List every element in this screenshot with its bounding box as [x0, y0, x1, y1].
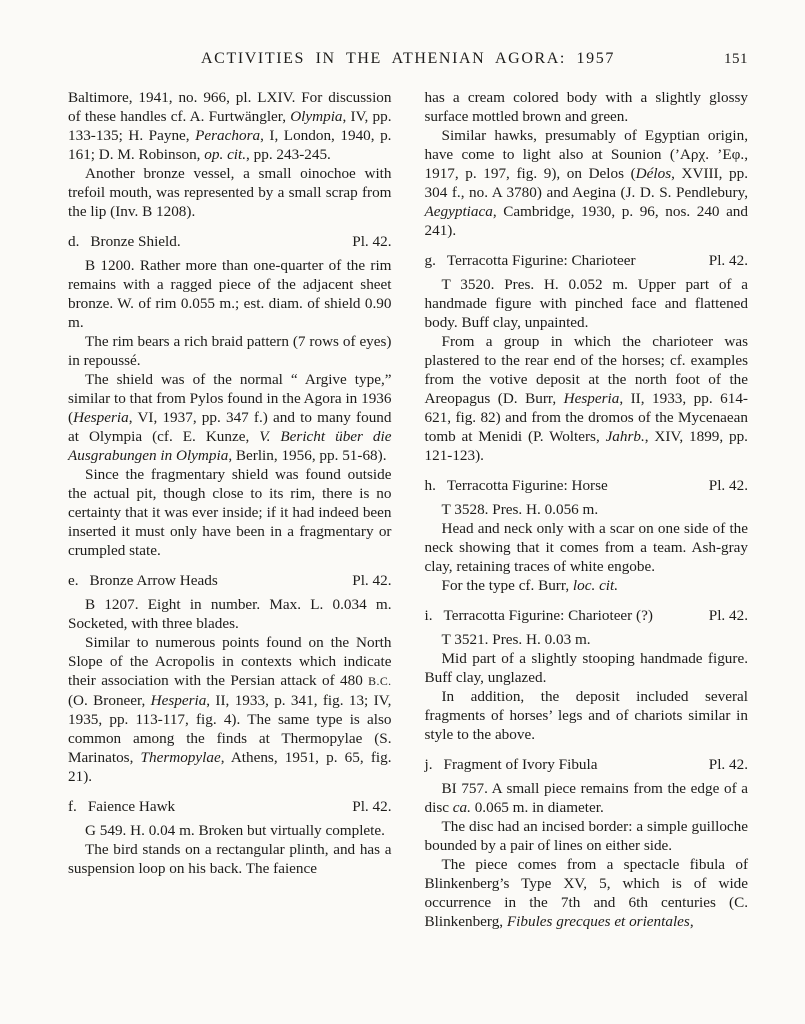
paragraph: [68, 633, 392, 786]
paragraph: [425, 687, 749, 744]
body-text: , XVIII, pp. 304 f., no. A 3780) and Aegina (J. D. S. Pendlebury,: [424, 165, 749, 201]
paragraph: [425, 332, 749, 465]
section-heading: [425, 606, 749, 625]
paragraph: [425, 88, 749, 126]
body-text: , VI, 1937, pp. 347 f.) and to many found at Olympia (cf. E. Kunze,: [68, 409, 392, 445]
paragraph: [425, 779, 749, 817]
body-text: B 1200. Rather more than one-quarter of the rim remains with a ragged piece of the adjacent sheet bronze. W. of rim 0.055 m.; est. diam. of shield 0.90 m.: [68, 257, 392, 331]
italic-citation-text: Olympia: [290, 108, 343, 125]
section-title: Terracotta Figurine: Charioteer: [446, 252, 636, 269]
body-text: T 3521. Pres. H. 0.03 m.: [441, 631, 591, 648]
section-heading: [68, 232, 392, 251]
body-text: , I, London, 1940, p. 161; D. M. Robinson,: [68, 127, 392, 163]
plate-reference: Pl. 42.: [708, 607, 748, 624]
running-head-title: ACTIVITIES IN THE ATHENIAN AGORA: 1957: [201, 50, 615, 67]
paragraph: [425, 126, 749, 240]
italic-citation-text: op. cit.: [204, 146, 247, 163]
body-text: From a group in which the charioteer was plastered to the rear end of the horses; cf. examples from the votive deposit at the north foot of the Areopagus (D. Burr,: [424, 333, 748, 407]
section-heading-text: [68, 571, 218, 590]
body-text: Similar hawks, presumably of Egyptian origin, have come to light also at Sounion (’Αρχ. ’Εφ., 1917, p. 197, fig. 9), on Delos (: [424, 127, 748, 182]
plate-reference: Pl. 42.: [708, 756, 748, 773]
paragraph: [68, 332, 392, 370]
section-title: Faience Hawk: [87, 798, 176, 815]
section-letter-label: d.: [68, 233, 80, 250]
italic-citation-text: ca.: [452, 799, 471, 816]
body-text: has a cream colored body with a slightly glossy surface mottled brown and green.: [424, 89, 748, 125]
body-text: (O. Broneer,: [68, 692, 151, 709]
paragraph: [425, 500, 749, 519]
body-text: Mid part of a slightly stooping handmade figure. Buff clay, unglazed.: [424, 650, 748, 686]
paragraph: [68, 370, 392, 465]
text-columns: [68, 88, 748, 931]
italic-citation-text: V. Bericht über die Ausgrabungen in Olympia: [68, 428, 392, 464]
plate-reference: Pl. 42.: [352, 572, 392, 589]
body-text: T 3528. Pres. H. 0.056 m.: [441, 501, 599, 518]
body-text: G 549. H. 0.04 m. Broken but virtually complete.: [85, 822, 385, 839]
section-letter-label: g.: [424, 252, 436, 269]
section-letter-label: i.: [424, 607, 433, 624]
paragraph: [68, 88, 392, 164]
paragraph: [68, 595, 392, 633]
column-left: [68, 88, 392, 931]
section-title: Fragment of Ivory Fibula: [443, 756, 598, 773]
italic-citation-text: Hesperia: [150, 692, 207, 709]
plate-reference: Pl. 42.: [352, 798, 392, 815]
paragraph: [68, 256, 392, 332]
paragraph: [68, 821, 392, 840]
body-text: Another bronze vessel, a small oinochoe with trefoil mouth, was represented by a small scrap from the lip (Inv. B 1208).: [68, 165, 392, 220]
italic-citation-text: Fibules grecques et orientales: [506, 913, 690, 930]
paragraph: [425, 275, 749, 332]
section-title: Bronze Shield.: [90, 233, 181, 250]
body-text: In addition, the deposit included several fragments of horses’ legs and of chariots similar in style to the above.: [424, 688, 748, 743]
plate-reference: Pl. 42.: [708, 252, 748, 269]
section-letter-label: h.: [424, 477, 436, 494]
body-text: , Cambridge, 1930, p. 96, nos. 240 and 241).: [424, 203, 748, 239]
body-text: Similar to numerous points found on the North Slope of the Acropolis in contexts which indicate their association with the Persian attack of 480: [68, 634, 392, 689]
body-text: Head and neck only with a scar on one side of the neck showing that it comes from a team. Ash-gray clay, retaining traces of white engobe.: [424, 520, 748, 575]
paragraph: [425, 630, 749, 649]
section-heading: [425, 755, 749, 774]
paragraph: [68, 164, 392, 221]
paragraph: [68, 465, 392, 560]
body-text: For the type cf. Burr,: [441, 577, 573, 594]
body-text: The shield was of the normal “ Argive type,” similar to that from Pylos found in the Agora in 1936 (: [68, 371, 392, 426]
paragraph: [425, 519, 749, 576]
paragraph: [425, 817, 749, 855]
italic-citation-text: Perachora: [195, 127, 261, 144]
body-text: ,: [689, 913, 694, 930]
italic-citation-text: loc. cit.: [572, 577, 619, 594]
body-text: The rim bears a rich braid pattern (7 rows of eyes) in repoussé.: [68, 333, 392, 369]
section-heading: [425, 476, 749, 495]
paragraph: [425, 649, 749, 687]
page-number: 151: [724, 51, 748, 67]
body-text: , II, 1933, p. 341, fig. 13; IV, 1935, pp. 113-117, fig. 4). The same type is also common among the finds at Thermopylae (S. Marinatos,: [68, 692, 392, 766]
body-text: B 1207. Eight in number. Max. L. 0.034 m. Socketed, with three blades.: [68, 596, 392, 632]
section-title: Terracotta Figurine: Horse: [446, 477, 608, 494]
body-text: , XIV, 1899, pp. 121-123).: [424, 428, 748, 464]
section-heading-text: [425, 755, 598, 774]
section-heading: [425, 251, 749, 270]
paragraph: [68, 840, 392, 878]
section-letter-label: e.: [68, 572, 79, 589]
body-text: The disc had an incised border: a simple guilloche bounded by a pair of lines on either side.: [424, 818, 748, 854]
section-letter-label: j.: [424, 756, 433, 773]
body-text: BI 757. A small piece remains from the edge of a disc: [424, 780, 748, 816]
italic-citation-text: Jahrb.: [605, 428, 645, 445]
body-text: , II, 1933, pp. 614-621, fig. 82) and from the dromos of the Mycenaean tomb at Menidi (P. Wolters,: [424, 390, 748, 445]
section-heading-text: [425, 476, 608, 495]
paragraph: [425, 855, 749, 931]
body-text: , Athens, 1951, p. 65, fig. 21).: [68, 749, 392, 785]
body-text: Baltimore, 1941, no. 966, pl. LXIV. For discussion of these handles cf. A. Furtwängler,: [68, 89, 392, 125]
column-right: [425, 88, 749, 931]
plate-reference: Pl. 42.: [708, 477, 748, 494]
body-text: The piece comes from a spectacle fibula of Blinkenberg’s Type XV, 5, which is of wide occurrence in the 7th and 6th centuries (C. Blinkenberg,: [424, 856, 748, 930]
body-text: , IV, pp. 133-135; H. Payne,: [68, 108, 392, 144]
section-title: Bronze Arrow Heads: [89, 572, 218, 589]
plate-reference: Pl. 42.: [352, 233, 392, 250]
body-text: T 3520. Pres. H. 0.052 m. Upper part of a handmade figure with pinched face and flattened body. Buff clay, unpainted.: [424, 276, 748, 331]
paragraph: [425, 576, 749, 595]
section-heading: [68, 797, 392, 816]
section-heading-text: [425, 251, 636, 270]
italic-citation-text: Thermopylae: [140, 749, 221, 766]
italic-citation-text: Hesperia: [73, 409, 129, 426]
page-header: [68, 50, 748, 72]
body-text: The bird stands on a rectangular plinth, and has a suspension loop on his back. The faience: [68, 841, 392, 877]
body-text: 0.065 m. in diameter.: [470, 799, 604, 816]
body-text: Since the fragmentary shield was found outside the actual pit, though close to its rim, there is no certainty that it was ever inside; if it had indeed been inserted it must only have been in a fragmentary or crumpled state.: [68, 466, 392, 559]
section-heading-text: [68, 232, 181, 251]
italic-citation-text: Délos: [635, 165, 672, 182]
section-heading-text: [68, 797, 175, 816]
body-text: , Berlin, 1956, pp. 51-68).: [228, 447, 387, 464]
small-caps-text: B.C.: [368, 674, 392, 688]
body-text: , pp. 243-245.: [246, 146, 331, 163]
section-heading-text: [425, 606, 653, 625]
section-title: Terracotta Figurine: Charioteer (?): [443, 607, 653, 624]
section-heading: [68, 571, 392, 590]
italic-citation-text: Hesperia: [563, 390, 620, 407]
italic-citation-text: Aegyptiaca: [424, 203, 493, 220]
section-letter-label: f.: [68, 798, 77, 815]
